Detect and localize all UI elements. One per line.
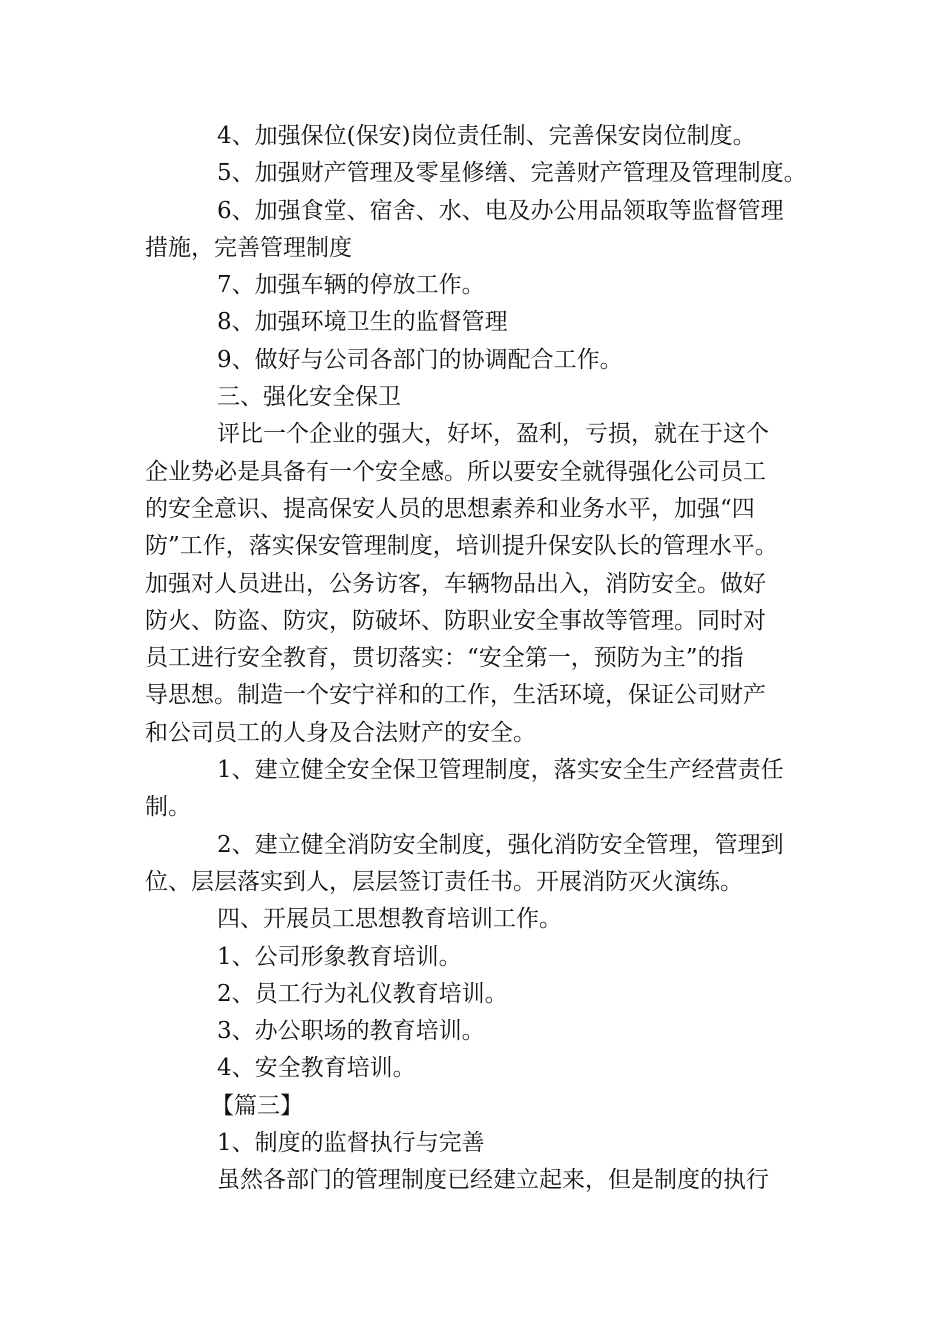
paragraph-security-line: 员工进行安全教育，贯切落实：“安全第一，预防为主”的指	[145, 645, 744, 672]
list-item-1-company-image: 1、公司形象教育培训。	[217, 943, 462, 970]
section-heading-training: 四、开展员工思想教育培训工作。	[217, 906, 562, 933]
paragraph-security-line: 导思想。制造一个安宁祥和的工作，生活环境，保证公司财产	[145, 682, 766, 709]
list-item-1-security-system: 1、建立健全安全保卫管理制度，落实安全生产经营责任	[217, 757, 784, 784]
list-item-4-safety-training: 4、安全教育培训。	[217, 1055, 416, 1082]
list-item-6-continuation: 措施，完善管理制度	[145, 234, 352, 261]
paragraph-security-line: 企业势必是具备有一个安全感。所以要安全就得强化公司员工	[145, 458, 766, 485]
list-item-8-environment: 8、加强环境卫生的监督管理	[217, 309, 508, 336]
document-body	[145, 118, 815, 1200]
list-item-2-fire-safety: 2、建立健全消防安全制度，强化消防安全管理，管理到	[217, 831, 784, 858]
chapter-heading-part-three: 【篇三】	[211, 1092, 303, 1119]
list-item-1-system-supervision: 1、制度的监督执行与完善	[217, 1130, 485, 1157]
list-item-2-etiquette: 2、员工行为礼仪教育培训。	[217, 980, 508, 1007]
list-item-1-continuation: 制。	[145, 794, 191, 821]
list-item-5-property-management: 5、加强财产管理及零星修缮、完善财产管理及管理制度。	[217, 160, 807, 187]
paragraph-security-line: 和公司员工的人身及合法财产的安全。	[145, 719, 536, 746]
paragraph-system-execution: 虽然各部门的管理制度已经建立起来，但是制度的执行	[217, 1167, 769, 1194]
list-item-2-continuation: 位、层层落实到人，层层签订责任书。开展消防灭火演练。	[145, 868, 743, 895]
list-item-9-coordination: 9、做好与公司各部门的协调配合工作。	[217, 346, 623, 373]
paragraph-security-line: 防”工作，落实保安管理制度，培训提升保安队长的管理水平。	[145, 533, 778, 560]
list-item-3-workplace: 3、办公职场的教育培训。	[217, 1018, 485, 1045]
paragraph-security-line: 评比一个企业的强大，好坏，盈利，亏损，就在于这个	[217, 421, 769, 448]
section-heading-security: 三、强化安全保卫	[217, 384, 401, 411]
list-item-4-security-duty: 4、加强保位(保安)岗位责任制、完善保安岗位制度。	[217, 123, 756, 149]
list-item-6-canteen-dorm: 6、加强食堂、宿舍、水、电及办公用品领取等监督管理	[217, 197, 784, 224]
paragraph-security-line: 防火、防盗、防灾，防破坏、防职业安全事故等管理。同时对	[145, 607, 766, 634]
paragraph-security-line: 的安全意识、提高保安人员的思想素养和业务水平，加强“四	[145, 495, 755, 522]
paragraph-security-line: 加强对人员进出，公务访客，车辆物品出入，消防安全。做好	[145, 570, 766, 597]
list-item-7-vehicle-parking: 7、加强车辆的停放工作。	[217, 272, 485, 299]
